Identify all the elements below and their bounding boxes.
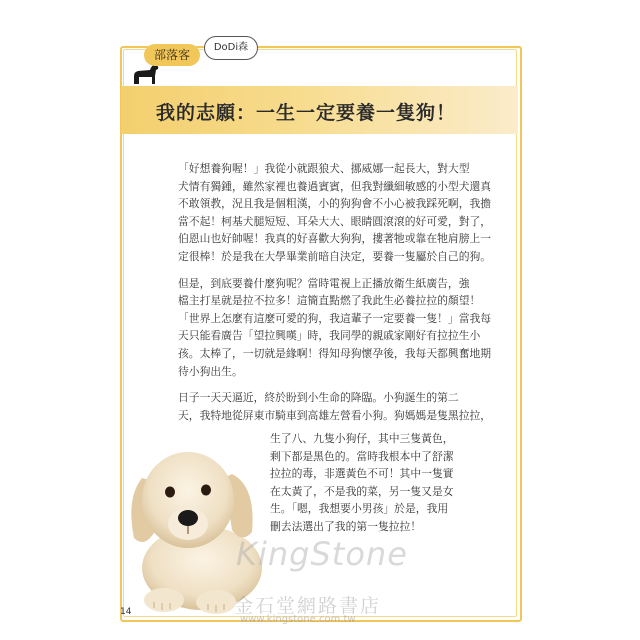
text-line: 檔主打星就是拉不拉多！這簡直點燃了我此生必養拉拉的顏望！	[178, 294, 481, 308]
page-number: 14	[120, 607, 132, 617]
text-line: 待小狗出生。	[178, 364, 243, 378]
text-line: 當不起！柯基犬腿短短、耳朵大大、眼睛圓滾滾的好可愛，對了，	[178, 214, 492, 228]
text-line: 「好想養狗喔！」我從小就跟狼犬、挪威娜一起長大，對大型	[178, 162, 470, 175]
text-line: 但是，到底要養什麼狗呢？當時電視上正播放衛生紙廣告，強	[178, 276, 470, 290]
body-text-wrapped	[270, 430, 480, 536]
text-line: 日子一天天逼近，終於盼到小生命的降臨。小狗誕生的第二	[178, 391, 459, 405]
text-line: 天，我特地從屏東市騎車到高雄左營看小狗。狗媽媽是隻黑拉拉，	[178, 408, 492, 422]
paragraph	[178, 275, 492, 381]
text-line: 刪去法選出了我的第一隻拉拉！	[270, 519, 422, 533]
text-line: 生。「嗯，我想要小男孩」於是，我用	[270, 502, 449, 516]
paragraph	[178, 160, 492, 266]
watermark-brand: KingStone	[236, 535, 408, 573]
watermark-chinese: 金石堂網路書店	[234, 595, 382, 617]
text-line: 在太黃了，不是我的菜，另一隻又是女	[270, 484, 454, 498]
text-line: 不敢領教，況且我是個粗漢，小的狗狗會不小心被我踩死啊，我擔	[178, 197, 492, 211]
blogger-badge: 部落客	[144, 44, 200, 66]
text-line: 犬情有獨鍾，雖然家裡也養過賓賓，但我對纖細敏感的小型犬還真	[178, 179, 492, 193]
text-line: 伯恩山也好帥喔！我真的好喜歡大狗狗，摟著牠或靠在牠肩膀上一	[178, 232, 492, 246]
watermark-url: www.kingstone.com.tw	[240, 614, 356, 625]
body-text	[178, 160, 492, 433]
paragraph	[178, 389, 492, 424]
chapter-title: 我的志願：一生一定要養一隻狗！	[156, 102, 457, 124]
text-line: 孩。太棒了，一切就是緣啊！得知母狗懷孕後，我每天都興奮地期	[178, 346, 492, 360]
text-line: 生了八、九隻小狗仔，其中三隻黃色，	[270, 432, 454, 445]
text-line: 定很棒！於是我在大學畢業前暗自決定，要養一隻屬於自己的狗。	[178, 249, 492, 263]
text-line: 「世界上怎麼有這麼可愛的狗，我這輩子一定要養一隻！」當我每	[178, 311, 492, 325]
text-line: 拉拉的毒，非選黃色不可！其中一隻實	[270, 467, 454, 481]
author-speech-bubble: DoDi森	[204, 36, 258, 60]
text-line: 剩下都是黑色的。當時我根本中了舒潔	[270, 449, 454, 463]
text-line: 天只能看廣告「望拉興嘆」時，我同學的親戚家剛好有拉拉生小	[178, 329, 481, 343]
